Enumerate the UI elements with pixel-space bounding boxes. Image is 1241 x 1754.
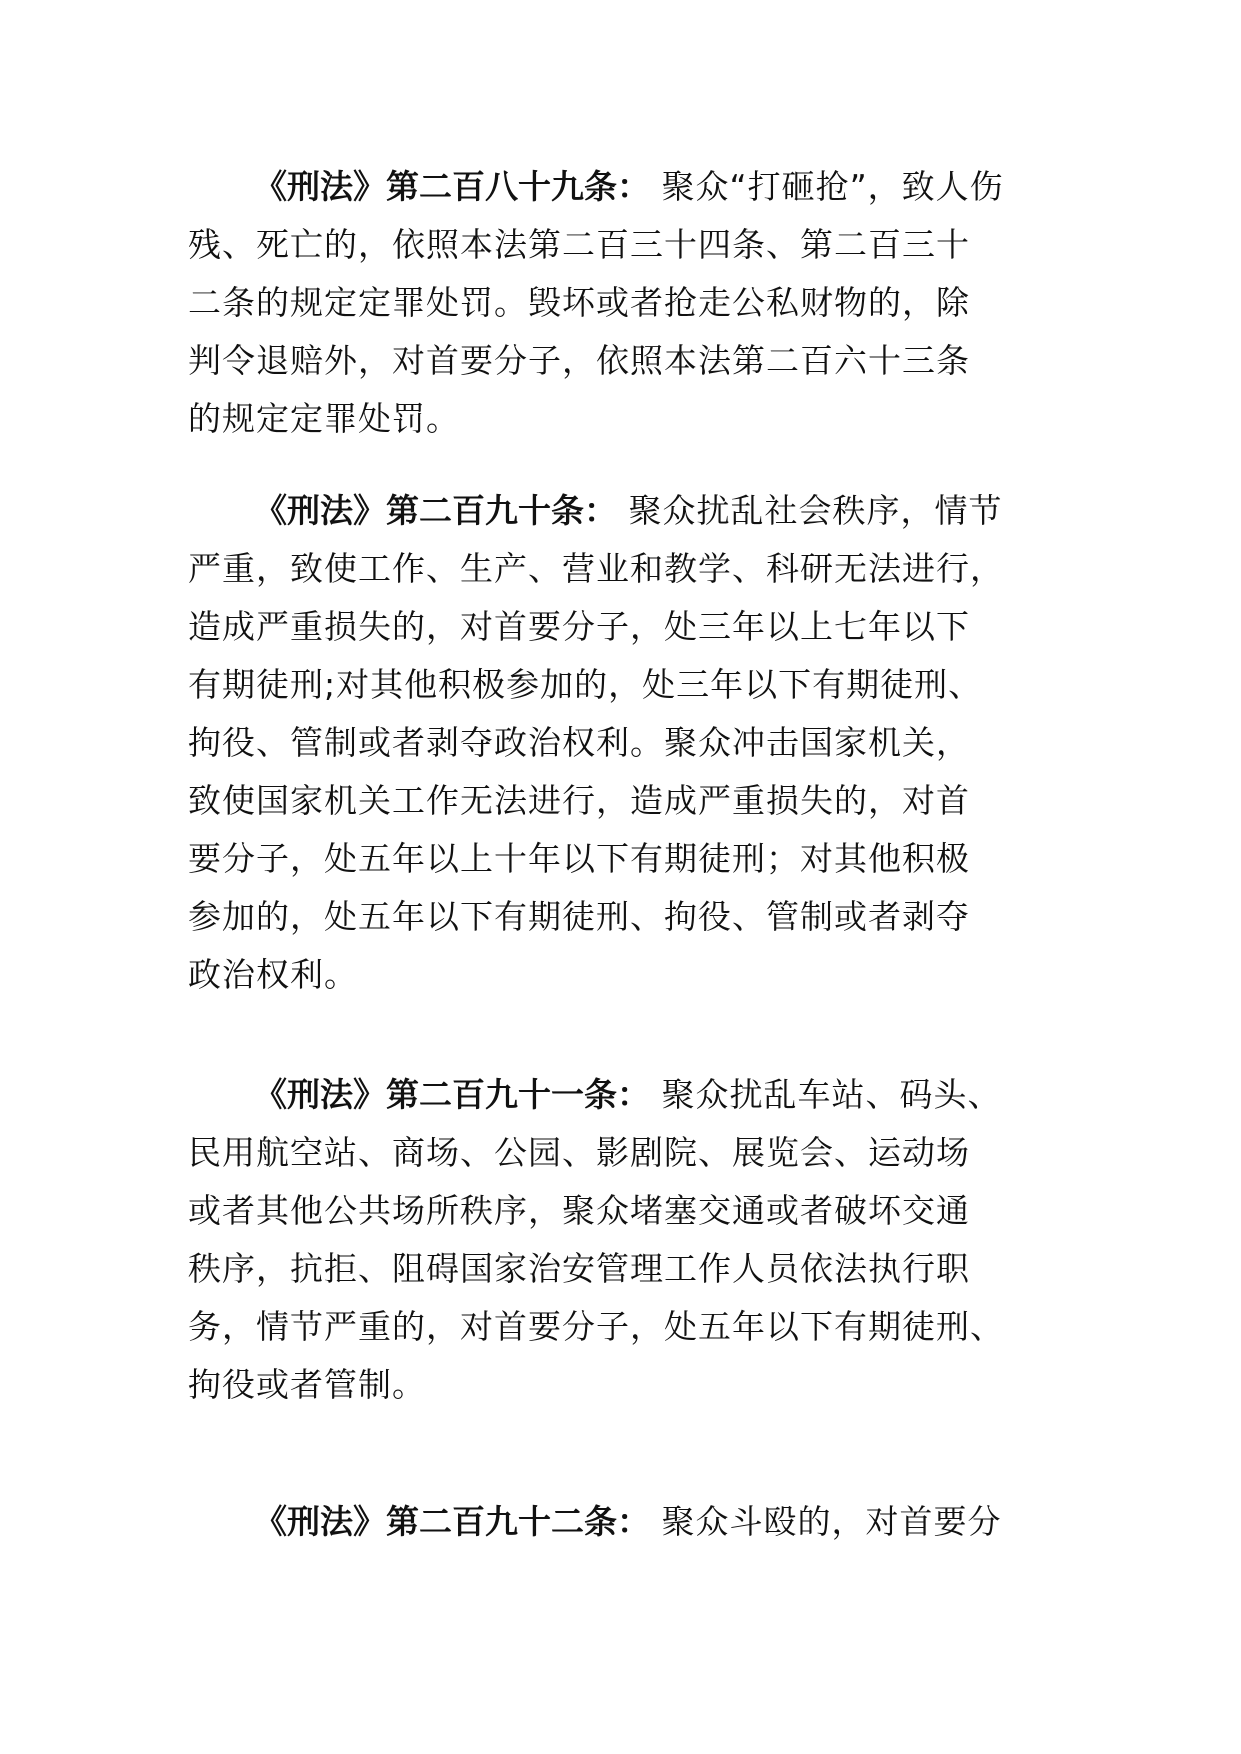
article-heading: 《刑法》第二百八十九条： [254, 167, 650, 206]
article-text-line: 严重，致使工作、生产、营业和教学、科研无法进行， [188, 549, 1004, 588]
article-text: 聚众扰乱社会秩序，情节 [617, 491, 1003, 530]
article-text-line: 政治权利。 [188, 955, 358, 994]
article-first-line [254, 1499, 1002, 1545]
article-text-line: 二条的规定定罪处罚。毁坏或者抢走公私财物的，除 [188, 283, 970, 322]
article-heading: 《刑法》第二百九十条： [254, 491, 617, 530]
article-heading: 《刑法》第二百九十一条： [254, 1075, 650, 1114]
article-text-line: 参加的，处五年以下有期徒刑、拘役、管制或者剥夺 [188, 897, 970, 936]
article-text-line: 残、死亡的，依照本法第二百三十四条、第二百三十 [188, 225, 970, 264]
article-text-line: 要分子，处五年以上十年以下有期徒刑；对其他积极 [188, 839, 970, 878]
article-text-line: 造成严重损失的，对首要分子，处三年以上七年以下 [188, 607, 970, 646]
article-text-line: 判令退赔外，对首要分子，依照本法第二百六十三条 [188, 341, 970, 380]
article-text-line: 或者其他公共场所秩序，聚众堵塞交通或者破坏交通 [188, 1191, 970, 1230]
article-text-line: 民用航空站、商场、公园、影剧院、展览会、运动场 [188, 1133, 970, 1172]
article-text: 聚众斗殴的，对首要分 [650, 1502, 1002, 1541]
article-text-line: 秩序，抗拒、阻碍国家治安管理工作人员依法执行职 [188, 1249, 970, 1288]
article-text-line: 的规定定罪处罚。 [188, 399, 460, 438]
article-text-line: 拘役、管制或者剥夺政治权利。聚众冲击国家机关， [188, 723, 970, 762]
article-text-line: 拘役或者管制。 [188, 1365, 426, 1404]
article-text: 聚众“打砸抢”，致人伤 [650, 167, 1004, 206]
article-first-line [254, 164, 1004, 210]
article-text-line: 务，情节严重的，对首要分子，处五年以下有期徒刑、 [188, 1307, 1004, 1346]
article-first-line [254, 488, 1003, 534]
article-text-line: 致使国家机关工作无法进行，造成严重损失的，对首 [188, 781, 970, 820]
article-first-line [254, 1072, 1002, 1118]
article-text: 聚众扰乱车站、码头、 [650, 1075, 1002, 1114]
article-heading: 《刑法》第二百九十二条： [254, 1502, 650, 1541]
article-text-line: 有期徒刑;对其他积极参加的，处三年以下有期徒刑、 [188, 665, 983, 704]
